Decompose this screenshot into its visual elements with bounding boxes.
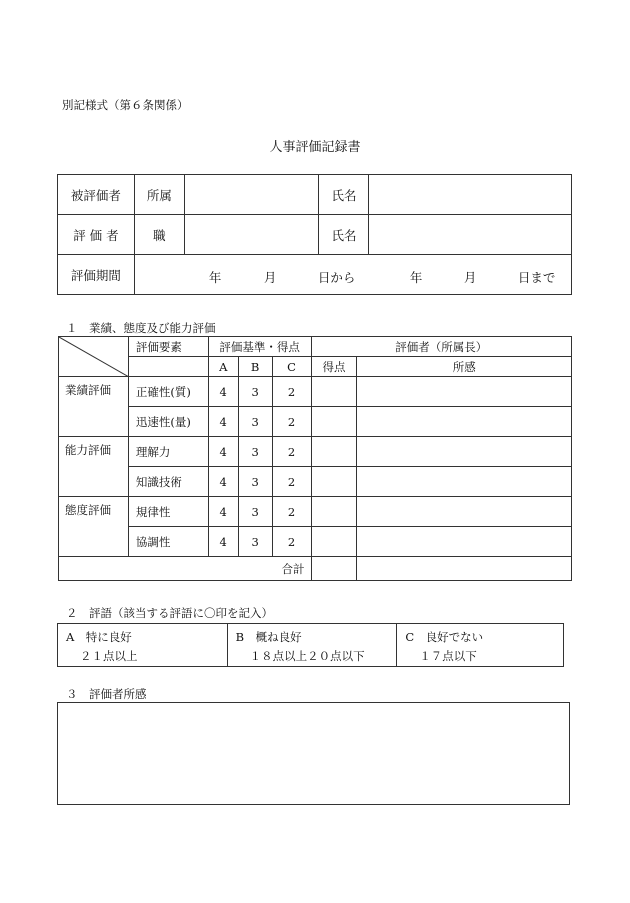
section3-heading: ３ 評価者所感 bbox=[66, 687, 147, 701]
col-element-header: 評価要素 bbox=[128, 337, 208, 357]
score-a: 4 bbox=[208, 407, 238, 437]
score-c: 2 bbox=[272, 467, 311, 497]
total-score-input[interactable] bbox=[311, 557, 357, 581]
col-score-header: 得点 bbox=[311, 357, 357, 377]
col-c-header: C bbox=[272, 357, 311, 377]
score-a: 4 bbox=[208, 527, 238, 557]
col-remark-header: 所感 bbox=[357, 357, 572, 377]
score-b: 3 bbox=[238, 467, 272, 497]
evaluator-name-field[interactable] bbox=[369, 215, 572, 255]
grade-a-cell[interactable] bbox=[58, 624, 228, 667]
remark-input[interactable] bbox=[357, 377, 572, 407]
evaluator-label: 評 価 者 bbox=[58, 215, 135, 255]
score-b: 3 bbox=[238, 377, 272, 407]
grade-b-cell[interactable] bbox=[227, 624, 397, 667]
blank-subheader bbox=[128, 357, 208, 377]
remark-input[interactable] bbox=[357, 527, 572, 557]
evaluation-table bbox=[58, 336, 572, 581]
remark-input[interactable] bbox=[357, 467, 572, 497]
col-criteria-header: 評価基準・得点 bbox=[208, 337, 311, 357]
remark-input[interactable] bbox=[357, 497, 572, 527]
score-c: 2 bbox=[272, 377, 311, 407]
affiliation-label: 所属 bbox=[134, 175, 184, 215]
grade-c-cell[interactable] bbox=[397, 624, 564, 667]
evaluatee-label: 被評価者 bbox=[58, 175, 135, 215]
element-understanding: 理解力 bbox=[128, 437, 208, 467]
score-c: 2 bbox=[272, 497, 311, 527]
period-month-to: 月 bbox=[463, 270, 477, 285]
col-evaluator-header: 評価者（所属長） bbox=[311, 337, 571, 357]
grade-b-range: １８点以上２０点以下 bbox=[249, 649, 365, 663]
evaluatee-name-field[interactable] bbox=[369, 175, 572, 215]
period-month-from: 月 bbox=[263, 270, 277, 285]
period-day-to: 日まで bbox=[517, 270, 556, 285]
element-accuracy: 正確性(質) bbox=[128, 377, 208, 407]
score-c: 2 bbox=[272, 437, 311, 467]
evaluator-comment-box[interactable] bbox=[57, 702, 570, 805]
period-year-to: 年 bbox=[409, 270, 423, 285]
diagonal-line bbox=[59, 337, 129, 377]
form-reference: 別記様式（第６条関係） bbox=[62, 98, 189, 112]
score-a: 4 bbox=[208, 467, 238, 497]
score-a: 4 bbox=[208, 437, 238, 467]
col-b-header: B bbox=[238, 357, 272, 377]
score-c: 2 bbox=[272, 527, 311, 557]
grade-c-label: C 良好でない bbox=[405, 630, 484, 644]
grade-a-range: ２１点以上 bbox=[80, 649, 138, 663]
document-title: 人事評価記録書 bbox=[269, 140, 361, 155]
score-a: 4 bbox=[208, 497, 238, 527]
score-c: 2 bbox=[272, 407, 311, 437]
category-attitude: 態度評価 bbox=[59, 497, 129, 557]
score-input[interactable] bbox=[311, 467, 357, 497]
affiliation-field[interactable] bbox=[184, 175, 319, 215]
score-input[interactable] bbox=[311, 497, 357, 527]
score-input[interactable] bbox=[311, 377, 357, 407]
grade-a-label: A 特に良好 bbox=[66, 630, 132, 644]
element-knowledge: 知識技術 bbox=[128, 467, 208, 497]
grade-table bbox=[57, 623, 564, 667]
score-input[interactable] bbox=[311, 437, 357, 467]
remark-input[interactable] bbox=[357, 407, 572, 437]
category-ability: 能力評価 bbox=[59, 437, 129, 497]
section2-heading: ２ 評語（該当する評語に〇印を記入） bbox=[66, 606, 273, 620]
name-label-2: 氏名 bbox=[319, 215, 369, 255]
position-field[interactable] bbox=[184, 215, 319, 255]
col-a-header: A bbox=[208, 357, 238, 377]
diagonal-header-cell bbox=[59, 337, 129, 377]
score-b: 3 bbox=[238, 407, 272, 437]
remark-input[interactable] bbox=[357, 437, 572, 467]
score-b: 3 bbox=[238, 497, 272, 527]
score-a: 4 bbox=[208, 377, 238, 407]
element-cooperation: 協調性 bbox=[128, 527, 208, 557]
score-b: 3 bbox=[238, 437, 272, 467]
section1-heading: １ 業績、態度及び能力評価 bbox=[66, 321, 216, 335]
total-remark-cell bbox=[357, 557, 572, 581]
evaluatee-info-table bbox=[57, 174, 572, 295]
position-label: 職 bbox=[134, 215, 184, 255]
name-label: 氏名 bbox=[319, 175, 369, 215]
element-speed: 迅速性(量) bbox=[128, 407, 208, 437]
period-field[interactable] bbox=[134, 255, 571, 295]
period-day-from: 日から bbox=[317, 270, 356, 285]
grade-b-label: B 概ね良好 bbox=[235, 630, 302, 644]
category-performance: 業績評価 bbox=[59, 377, 129, 437]
element-discipline: 規律性 bbox=[128, 497, 208, 527]
score-input[interactable] bbox=[311, 407, 357, 437]
score-b: 3 bbox=[238, 527, 272, 557]
total-label: 合計 bbox=[59, 557, 312, 581]
grade-c-range: １７点以下 bbox=[419, 649, 477, 663]
period-year-from: 年 bbox=[208, 270, 222, 285]
score-input[interactable] bbox=[311, 527, 357, 557]
period-label: 評価期間 bbox=[58, 255, 135, 295]
